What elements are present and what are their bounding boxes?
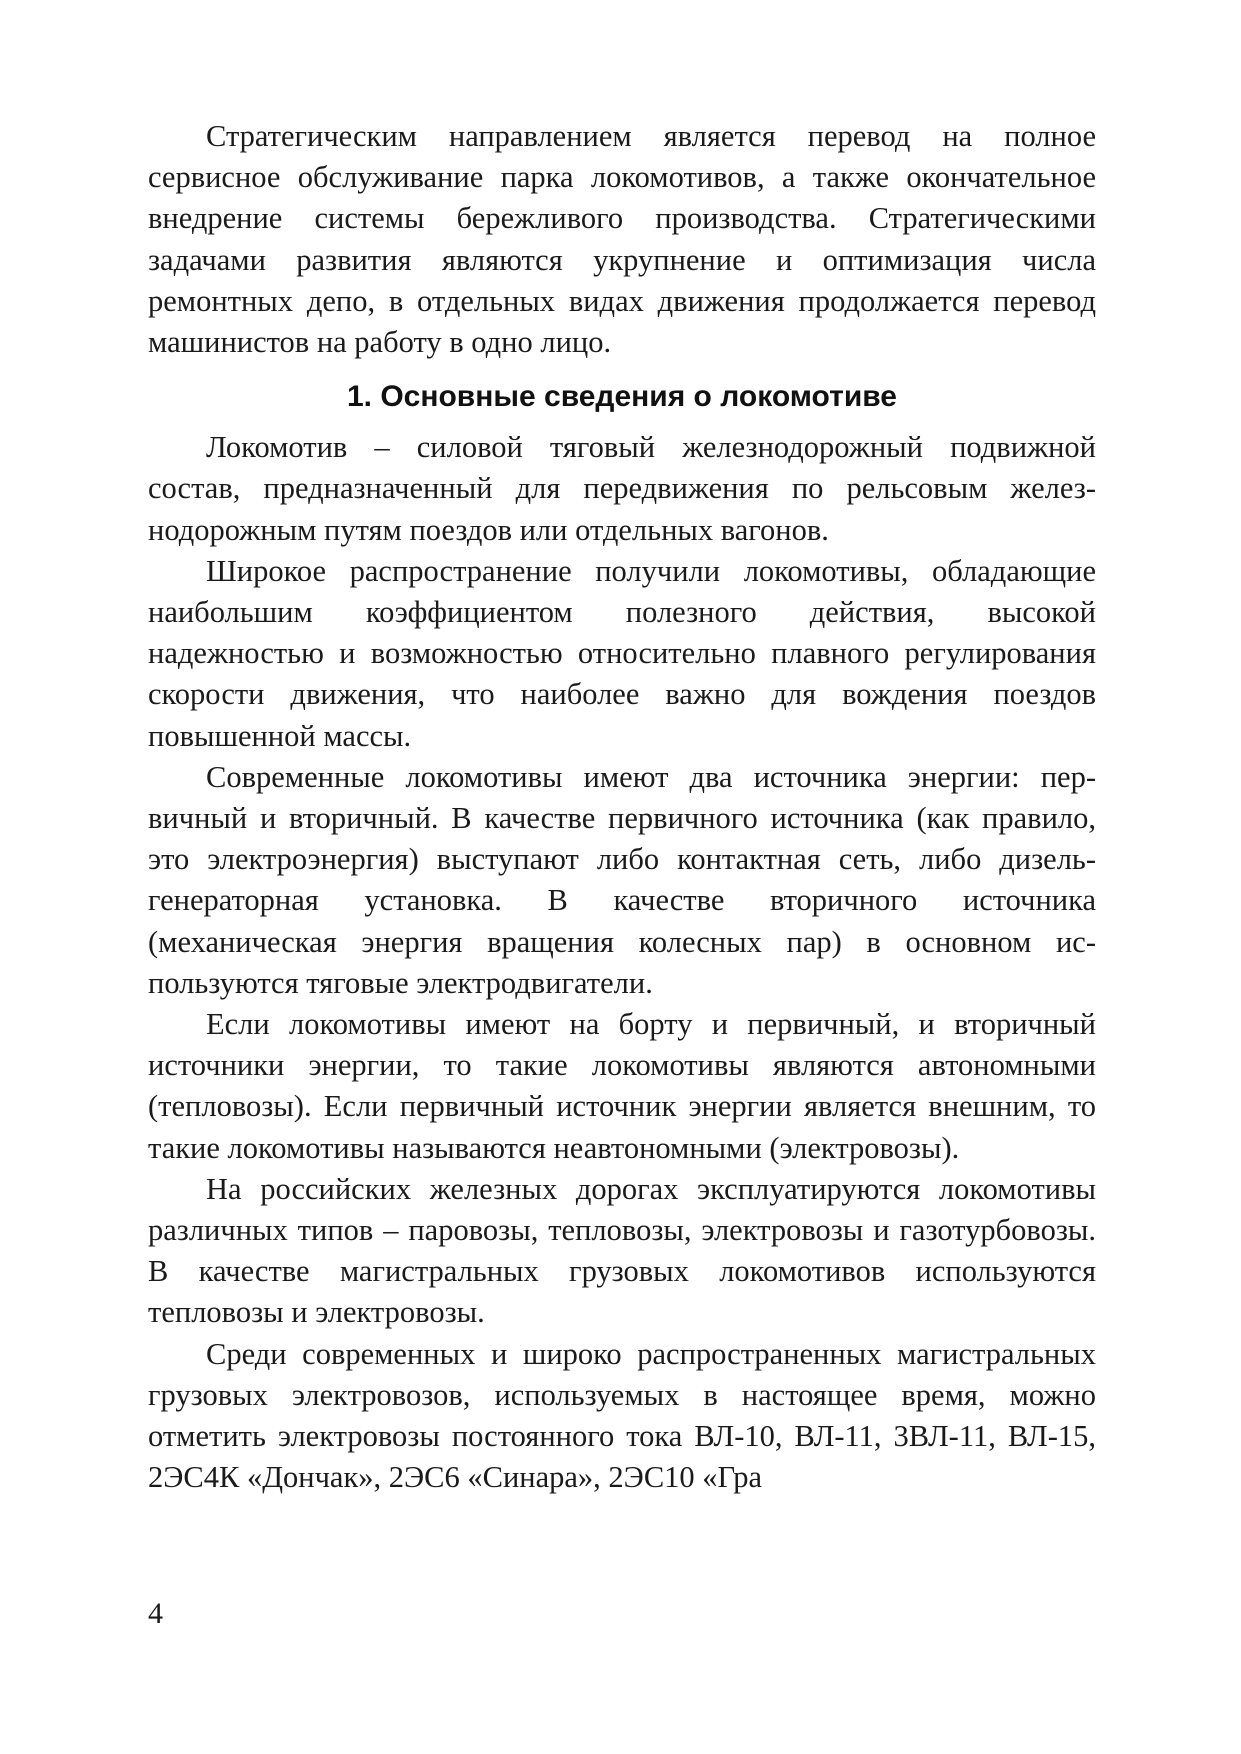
paragraph-4: Если локомотивы имеют на борту и первичный, и вторичный источники энергии, то такие локомотивы являются автономными (тепловозы). Если первичный источник энергии является внешним, то такие локомотивы называются неавтономными (электровозы). [148,1007,1096,1165]
paragraph-3: Современные локомотивы имеют два источника энергии: первичный и вторичный. В качестве первичного источника (как правило, это электроэнергия) выступают либо контактная сеть, либо дизель-генераторная установка. В качестве вторичного источника (механическая энергия вращения колесных пар) в основном используются тяговые электродвигатели. [148,759,1096,1000]
page-number: 4 [148,1597,163,1630]
section-heading: 1. Основные сведения о локомотиве [346,380,897,414]
paragraph-intro: Стратегическим направлением является перевод на полное сервисное обслуживание парка локомотивов, а также окончательное внедрение системы бережливого производства. Стратегическими задачами развития являются укрупнение и оптимизация числа ремонтных депо, в отдельных видах движения продолжается перевод машинистов на работу в одно лицо. [148,119,1096,360]
paragraph-5: На российских железных дорогах эксплуатируются локомотивы различных типов – паровозы, тепловозы, электровозы и газотурбовозы. В качестве магистральных грузовых локомотивов используются тепловозы и электровозы. [148,1171,1096,1330]
paragraph-2: Широкое распространение получили локомотивы, обладающие наибольшим коэффициентом полезного действия, высокой надежностью и возможностью относительно плавного регулирования скорости движения, что наиболее важно для вождения поездов повышенной массы. [148,553,1096,753]
paragraph-1: Локомотив – силовой тяговый железнодорожный подвижной состав, предназначенный для передвижения по рельсовым железнодорожным путям поездов или отдельных вагонов. [148,430,1096,547]
page-content [148,116,1096,1499]
paragraph-6: Среди современных и широко распространенных магистральных грузовых электровозов, используемых в настоящее время, можно отметить электровозы постоянного тока ВЛ-10, ВЛ-11, 3ВЛ-11, ВЛ-15, 2ЭС4К «Дончак», 2ЭС6 «Синара», 2ЭС10 «Гра [148,1336,1096,1495]
